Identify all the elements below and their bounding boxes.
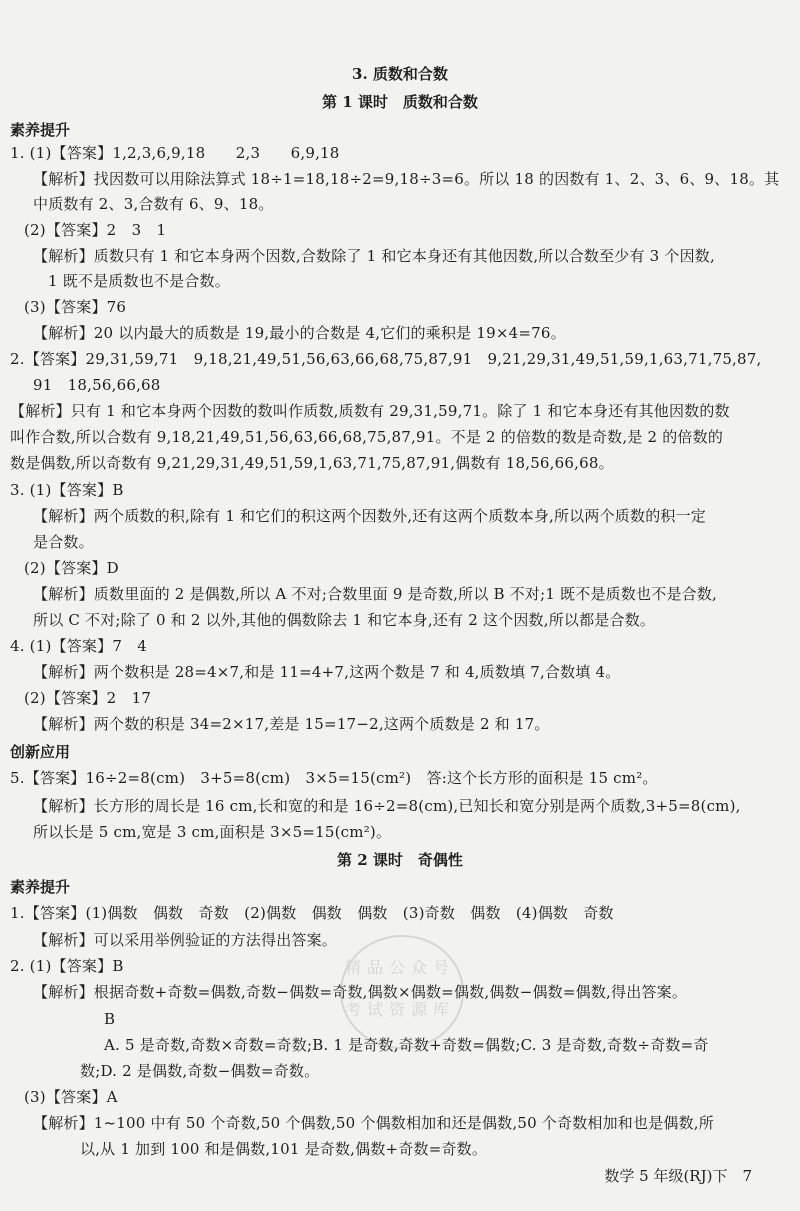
text-line: 2. (1)【答案】B xyxy=(10,957,124,975)
text-line: 91 18,56,66,68 xyxy=(33,376,161,394)
text-line: 叫作合数,所以合数有 9,18,21,49,51,56,63,66,68,75,87,91。不是 2 的倍数的数是奇数,是 2 的倍数的 xyxy=(10,428,724,446)
text-line: 1 既不是质数也不是合数。 xyxy=(48,272,230,290)
text-line: 【解析】两个数的积是 34=2×17,差是 15=17−2,这两个质数是 2 和 17。 xyxy=(33,715,550,733)
text-line: 【解析】长方形的周长是 16 cm,长和宽的和是 16÷2=8(cm),已知长和宽分别是两个质数,3+5=8(cm), xyxy=(33,797,741,815)
text-line: 2.【答案】29,31,59,71 9,18,21,49,51,56,63,66,68,75,87,91 9,21,29,31,49,51,59,1,63,71,75,87, xyxy=(10,350,762,368)
section-heading-literacy-2: 素养提升 xyxy=(10,878,71,896)
text-line: 数是偶数,所以奇数有 9,21,29,31,49,51,59,1,63,71,75,87,91,偶数有 18,56,66,68。 xyxy=(10,454,614,472)
text-line: 4. (1)【答案】7 4 xyxy=(10,637,148,655)
lesson-1-title: 第 1 课时 质数和合数 xyxy=(322,93,478,111)
text-line: 是合数。 xyxy=(33,533,94,551)
text-line: (2)【答案】D xyxy=(24,559,119,577)
text-line: 【解析】根据奇数+奇数=偶数,奇数−偶数=奇数,偶数×偶数=偶数,偶数−偶数=偶数,得出答案。 xyxy=(33,983,688,1001)
text-line: (2)【答案】2 3 1 xyxy=(24,221,167,239)
text-line: 以,从 1 加到 100 和是偶数,101 是奇数,偶数+奇数=奇数。 xyxy=(80,1140,488,1158)
section-heading-literacy: 素养提升 xyxy=(10,121,71,139)
text-line: 【解析】找因数可以用除法算式 18÷1=18,18÷2=9,18÷3=6。所以 18 的因数有 1、2、3、6、9、18。其 xyxy=(33,170,780,188)
text-line: 【解析】20 以内最大的质数是 19,最小的合数是 4,它们的乘积是 19×4=76。 xyxy=(33,324,566,342)
text-line: 【解析】1~100 中有 50 个奇数,50 个偶数,50 个偶数相加和还是偶数,50 个奇数相加和也是偶数,所 xyxy=(33,1114,714,1132)
page-footer: 数学 5 年级(RJ)下 7 xyxy=(604,1167,752,1185)
text-line: (3)【答案】76 xyxy=(24,298,127,316)
text-line: 数;D. 2 是偶数,奇数−偶数=奇数。 xyxy=(80,1062,320,1080)
text-line: 所以长是 5 cm,宽是 3 cm,面积是 3×5=15(cm²)。 xyxy=(33,823,392,841)
text-line: 【解析】两个数积是 28=4×7,和是 11=4+7,这两个数是 7 和 4,质数填 7,合数填 4。 xyxy=(33,663,621,681)
lesson-2-title: 第 2 课时 奇偶性 xyxy=(337,851,463,869)
text-line: (2)【答案】2 17 xyxy=(24,689,152,707)
text-line: 中质数有 2、3,合数有 6、9、18。 xyxy=(33,195,274,213)
text-line: 3. (1)【答案】B xyxy=(10,481,124,499)
watermark-line-2: 考试资源库 xyxy=(344,1000,455,1019)
text-line: 5.【答案】16÷2=8(cm) 3+5=8(cm) 3×5=15(cm²) 答:这个长方形的面积是 15 cm²。 xyxy=(10,769,658,787)
text-line: A. 5 是奇数,奇数×奇数=奇数;B. 1 是奇数,奇数+奇数=偶数;C. 3 是奇数,奇数÷奇数=奇 xyxy=(104,1036,709,1054)
text-line: 1. (1)【答案】1,2,3,6,9,18 2,3 6,9,18 xyxy=(10,144,340,162)
text-line: 【解析】两个质数的积,除有 1 和它们的积这两个因数外,还有这两个质数本身,所以两个质数的积一定 xyxy=(33,507,706,525)
section-heading-innovation: 创新应用 xyxy=(10,743,71,761)
text-line: 1.【答案】(1)偶数 偶数 奇数 (2)偶数 偶数 偶数 (3)奇数 偶数 (4)偶数 奇数 xyxy=(10,904,614,922)
text-line: 【解析】质数只有 1 和它本身两个因数,合数除了 1 和它本身还有其他因数,所以合数至少有 3 个因数, xyxy=(33,247,715,265)
text-line: B xyxy=(104,1010,116,1028)
text-line: 【解析】只有 1 和它本身两个因数的数叫作质数,质数有 29,31,59,71。除了 1 和它本身还有其他因数的数 xyxy=(10,402,730,420)
watermark-line-1: 精品公众号 xyxy=(344,958,455,977)
text-line: 所以 C 不对;除了 0 和 2 以外,其他的偶数除去 1 和它本身,还有 2 这个因数,所以都是合数。 xyxy=(33,611,656,629)
chapter-title: 3. 质数和合数 xyxy=(352,65,448,83)
text-line: 【解析】可以采用举例验证的方法得出答案。 xyxy=(33,931,338,949)
text-line: 【解析】质数里面的 2 是偶数,所以 A 不对;合数里面 9 是奇数,所以 B 不对;1 既不是质数也不是合数, xyxy=(33,585,718,603)
text-line: (3)【答案】A xyxy=(24,1088,118,1106)
